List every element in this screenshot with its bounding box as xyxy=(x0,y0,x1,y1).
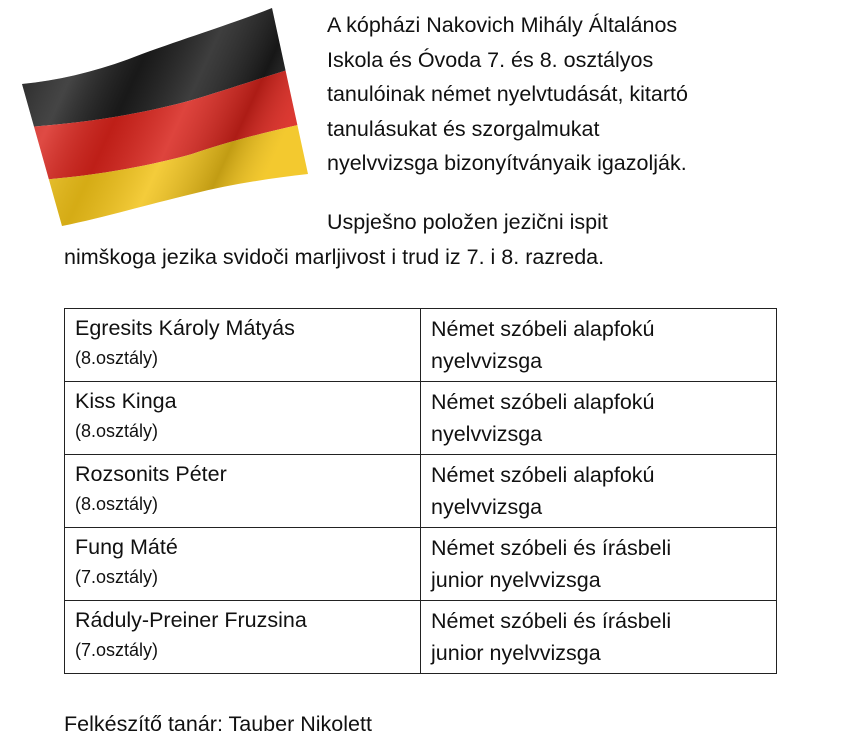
intro-paragraph xyxy=(327,8,827,181)
croatian-text-line-1: Uspješno položen jezični ispit xyxy=(327,210,608,234)
exam-type: Német szóbeli és írásbeli xyxy=(431,609,672,633)
german-flag-image xyxy=(22,8,308,226)
exam-level: nyelvvizsga xyxy=(431,349,543,373)
student-class: (7.osztály) xyxy=(75,567,159,587)
table-row xyxy=(65,601,777,674)
exam-cell xyxy=(421,455,777,528)
student-cell xyxy=(65,528,421,601)
student-cell xyxy=(65,382,421,455)
intro-line: Iskola és Óvoda 7. és 8. osztályos xyxy=(327,47,654,72)
exam-level: junior nyelvvizsga xyxy=(431,641,601,665)
table-row xyxy=(65,455,777,528)
exam-type: Német szóbeli és írásbeli xyxy=(431,536,672,560)
exam-level: junior nyelvvizsga xyxy=(431,568,601,592)
exam-cell xyxy=(421,528,777,601)
table-row xyxy=(65,382,777,455)
exam-type: Német szóbeli alapfokú xyxy=(431,463,655,487)
exam-cell xyxy=(421,382,777,455)
exam-level: nyelvvizsga xyxy=(431,495,543,519)
table-row xyxy=(65,528,777,601)
student-name: Egresits Károly Mátyás xyxy=(75,316,295,340)
student-cell xyxy=(65,309,421,382)
student-name: Kiss Kinga xyxy=(75,389,177,413)
intro-line: A kópházi Nakovich Mihály Általános xyxy=(327,13,678,37)
exam-cell xyxy=(421,309,777,382)
intro-line: nyelvvizsga bizonyítványaik igazolják. xyxy=(327,151,687,175)
results-table xyxy=(64,308,777,674)
croatian-text-line-2: nimškoga jezika svidoči marljivost i trud iz 7. i 8. razreda. xyxy=(64,245,605,269)
table-row xyxy=(65,309,777,382)
student-cell xyxy=(65,601,421,674)
exam-cell xyxy=(421,601,777,674)
student-name: Fung Máté xyxy=(75,535,178,559)
exam-type: Német szóbeli alapfokú xyxy=(431,390,655,414)
student-name: Ráduly-Preiner Fruzsina xyxy=(75,608,307,632)
exam-level: nyelvvizsga xyxy=(431,422,543,446)
intro-line: tanulóinak német nyelvtudását, kitartó xyxy=(327,82,688,106)
student-class: (8.osztály) xyxy=(75,421,159,441)
student-class: (8.osztály) xyxy=(75,494,159,514)
student-cell xyxy=(65,455,421,528)
student-class: (8.osztály) xyxy=(75,348,159,368)
exam-type: Német szóbeli alapfokú xyxy=(431,317,655,341)
intro-line: tanulásukat és szorgalmukat xyxy=(327,116,600,141)
flag-stripes xyxy=(22,8,308,226)
student-name: Rozsonits Péter xyxy=(75,462,227,486)
teacher-credit: Felkészítő tanár: Tauber Nikolett xyxy=(64,712,372,736)
student-class: (7.osztály) xyxy=(75,640,159,660)
